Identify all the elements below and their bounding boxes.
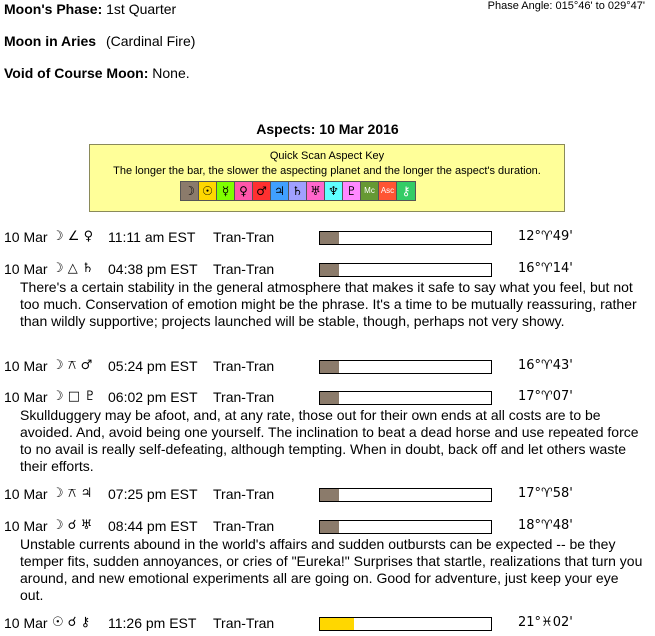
aspect-description: Unstable currents abound in the world's affairs and sudden outbursts can be expected -- be they temper fits, sudden annoyances, or cries of "Eureka!" Surprises that startle, realizations that turn you around, and new emotional experiments all are going on. Good for adventure, just keep your eye out.	[20, 536, 643, 603]
aspect-row	[0, 261, 655, 279]
aspect-duration-fill	[320, 618, 354, 630]
voc-value: None.	[152, 65, 190, 81]
key-swatch-6: ♄	[289, 182, 307, 200]
key-swatch-8: ♆	[325, 182, 343, 200]
key-title: Quick Scan Aspect Key	[269, 150, 385, 162]
key-swatch-3: ♀	[235, 182, 253, 200]
aspect-duration-fill	[320, 521, 339, 533]
aspect-duration-fill	[320, 489, 339, 501]
aspect-position: 17°♈58'	[518, 486, 573, 501]
aspect-row	[0, 229, 655, 247]
key-swatch-10: Mc	[361, 182, 379, 200]
aspect-date: 10 Mar	[4, 389, 48, 405]
aspect-row	[0, 615, 655, 633]
aspect-date: 10 Mar	[4, 518, 48, 534]
aspect-key-box	[89, 144, 565, 212]
aspect-position: 21°♓02'	[518, 615, 573, 630]
key-swatches	[180, 181, 416, 201]
aspect-duration-fill	[320, 232, 339, 244]
aspect-type: Tran-Tran	[213, 615, 275, 631]
aspect-type: Tran-Tran	[213, 486, 275, 502]
aspect-glyphs: ☽ ⚻ ♂	[52, 358, 93, 373]
aspect-duration-bar	[319, 391, 492, 405]
aspect-type: Tran-Tran	[213, 358, 275, 374]
key-swatch-4: ♂	[253, 182, 271, 200]
moon-sign-value: (Cardinal Fire)	[105, 33, 196, 49]
aspect-glyphs: ☉ ☌ ⚷	[52, 615, 91, 630]
moon-sign-label: Moon in Aries	[4, 33, 97, 49]
aspect-time: 06:02 pm EST	[108, 389, 198, 405]
aspect-time: 08:44 pm EST	[108, 518, 198, 534]
aspect-duration-fill	[320, 361, 339, 373]
aspect-position: 18°♈48'	[518, 518, 573, 533]
key-swatch-5: ♃	[271, 182, 289, 200]
aspect-row	[0, 358, 655, 376]
aspects-title: Aspects: 10 Mar 2016	[256, 121, 399, 137]
phase-angle: Phase Angle: 015°46' to 029°47'	[487, 0, 645, 12]
aspect-duration-bar	[319, 488, 492, 502]
key-swatch-9: ♇	[343, 182, 361, 200]
aspect-date: 10 Mar	[4, 486, 48, 502]
aspect-position: 12°♈49'	[518, 229, 573, 244]
aspect-row	[0, 389, 655, 407]
aspect-description: Skullduggery may be afoot, and, at any rate, those out for their own ends at all costs are to be avoided. And, avoid being one yourself. The inclination to beat a dead horse and use repeated force to no avail is really self-defeating, although tempting. When in doubt, back off and let others waste their efforts.	[20, 407, 639, 474]
moon-phase-value: 1st Quarter	[106, 1, 177, 17]
aspect-time: 11:26 pm EST	[108, 615, 197, 631]
voc-label: Void of Course Moon:	[4, 65, 149, 81]
key-swatch-1: ☉	[199, 182, 217, 200]
aspect-duration-bar	[319, 360, 492, 374]
aspect-type: Tran-Tran	[213, 389, 275, 405]
aspect-duration-bar	[319, 520, 492, 534]
void-of-course-line	[4, 65, 190, 81]
key-subtitle: The longer the bar, the slower the aspecting planet and the longer the aspect's duration.	[113, 165, 541, 177]
aspect-date: 10 Mar	[4, 229, 48, 245]
aspect-glyphs: ☽ ∠ ♀	[52, 229, 94, 244]
key-swatch-7: ♅	[307, 182, 325, 200]
aspect-time: 05:24 pm EST	[108, 358, 198, 374]
moon-sign-line	[4, 33, 195, 49]
aspect-glyphs: ☽ □ ♇	[52, 389, 96, 404]
aspect-date: 10 Mar	[4, 615, 48, 631]
key-swatch-11: Asc	[379, 182, 397, 200]
aspect-duration-bar	[319, 617, 492, 631]
aspect-position: 16°♈14'	[518, 261, 573, 276]
aspect-description: There's a certain stability in the general atmosphere that makes it safe to say what you feel, but not too much. Conservation of emotion might be the phrase. It's a time to be mutually reassuring, rather than wildly supportive; projects launched will be stable, though, perhaps not very showy.	[20, 279, 637, 329]
moon-phase-line	[4, 1, 176, 17]
aspect-glyphs: ☽ ☌ ♅	[52, 518, 93, 533]
aspect-row	[0, 518, 655, 536]
aspect-duration-fill	[320, 392, 339, 404]
aspect-position: 16°♈43'	[518, 358, 573, 373]
moon-phase-label: Moon's Phase:	[4, 1, 103, 17]
aspect-row	[0, 486, 655, 504]
key-swatch-2: ☿	[217, 182, 235, 200]
aspect-time: 04:38 pm EST	[108, 261, 198, 277]
key-swatch-0: ☽	[181, 182, 199, 200]
aspect-glyphs: ☽ ⚻ ♃	[52, 486, 93, 501]
aspect-glyphs: ☽ △ ♄	[52, 261, 94, 276]
key-swatch-12: ⚷	[397, 182, 415, 200]
aspect-position: 17°♈07'	[518, 389, 573, 404]
aspect-duration-fill	[320, 264, 339, 276]
aspect-time: 07:25 pm EST	[108, 486, 198, 502]
aspect-duration-bar	[319, 263, 492, 277]
aspect-date: 10 Mar	[4, 261, 48, 277]
aspect-duration-bar	[319, 231, 492, 245]
aspect-type: Tran-Tran	[213, 261, 275, 277]
aspect-type: Tran-Tran	[213, 229, 275, 245]
aspect-date: 10 Mar	[4, 358, 48, 374]
aspect-time: 11:11 am EST	[108, 229, 196, 245]
aspect-type: Tran-Tran	[213, 518, 275, 534]
